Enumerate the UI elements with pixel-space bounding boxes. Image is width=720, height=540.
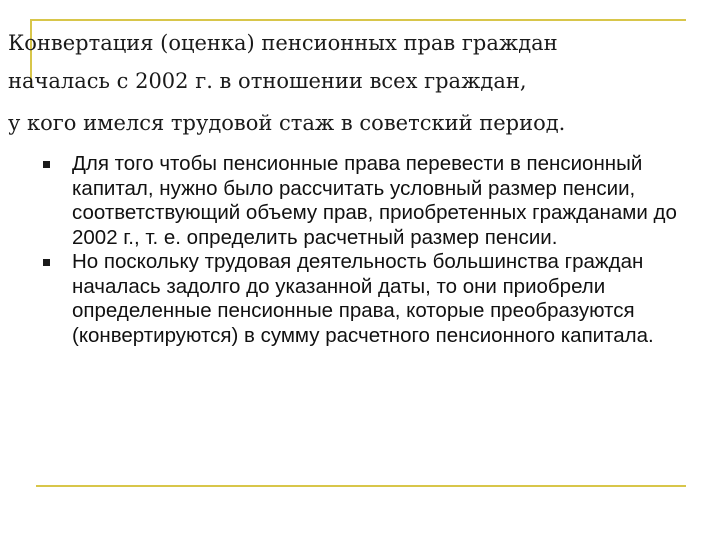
title-line: Конвертация (оценка) пенсионных прав граждан [8,31,558,55]
square-bullet-icon [43,259,50,266]
top-decorative-rule [30,19,686,21]
title-line: началась с 2002 г. в отношении всех граждан, [8,69,527,93]
bullet-item [40,250,705,348]
bullet-list [40,152,705,348]
title-line: у кого имелся трудовой стаж в советский период. [8,111,566,135]
bullet-text: Для того чтобы пенсионные права перевести в пенсионный капитал, нужно было рассчитать условный размер пенсии, соответствующий объему прав, приобретенных гражданами до 2002 г., т. е. определить расчетный размер пенсии. [72,152,677,249]
slide-title [8,24,708,142]
square-bullet-icon [43,161,50,168]
bottom-decorative-rule [36,485,686,487]
bullet-item [40,152,705,250]
bullet-text: Но поскольку трудовая деятельность большинства граждан началась задолго до указанной даты, то они приобрели определенные пенсионные права, которые преобразуются (конвертируются) в сумму расчетного пенсионного капитала. [72,250,654,347]
